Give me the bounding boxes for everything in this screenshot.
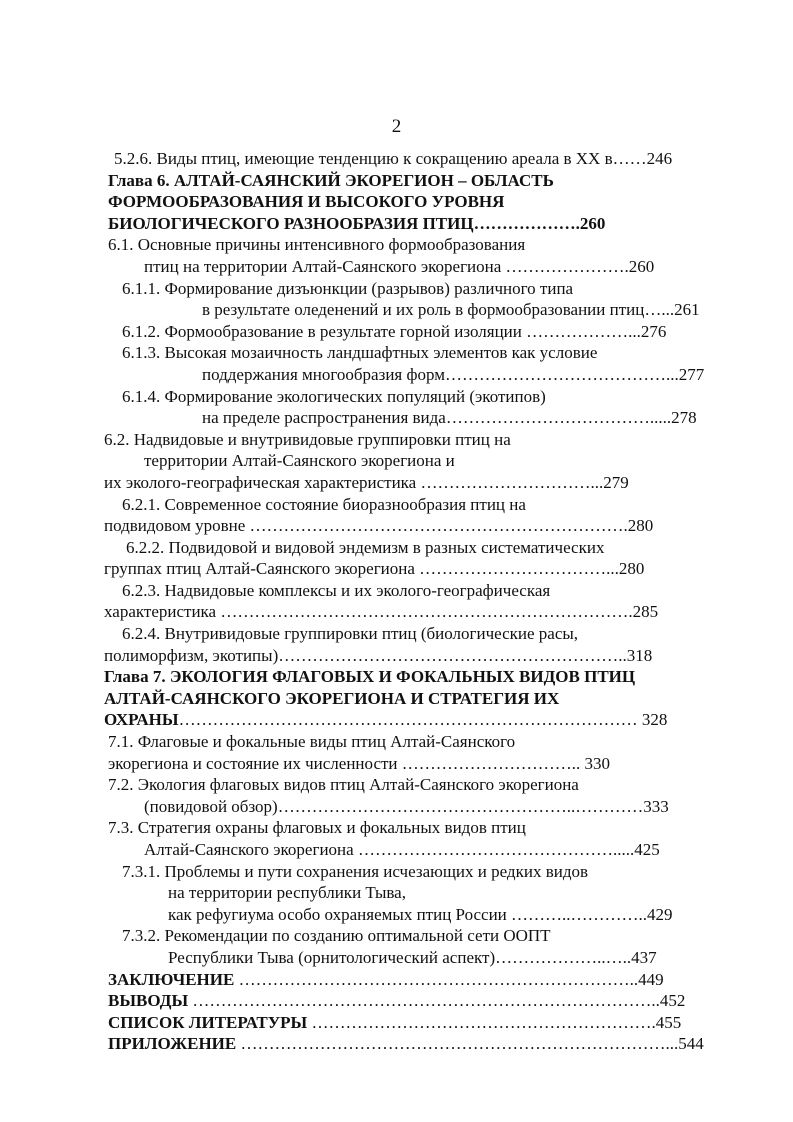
toc-entry: 7.3.1. Проблемы и пути сохранения исчезающих и редких видов <box>122 861 588 881</box>
toc-entry: в результате оледенений и их роль в формообразовании птиц…...261 <box>202 300 700 320</box>
toc-entry: 7.2. Экология флаговых видов птиц Алтай-Саянского экорегиона <box>108 775 579 795</box>
toc-entry: подвидовом уровне ………………………………………………………….280 <box>104 516 654 536</box>
toc-entry: характеристика ……………………………………………………………….285 <box>104 602 659 622</box>
toc-entry: 6.2.1. Современное состояние биоразнообразия птиц на <box>122 494 526 514</box>
toc-entry: группах птиц Алтай-Саянского экорегиона ……………………………...280 <box>104 559 645 579</box>
toc-leader-text: ……………………………………………………………………… 328 <box>178 710 668 730</box>
toc-entry: 6.1.3. Высокая мозаичность ландшафтных элементов как условие <box>122 343 598 363</box>
conclusions-label: ВЫВОДЫ <box>108 991 189 1011</box>
toc-entry: 7.3. Стратегия охраны флаговых и фокальных видов птиц <box>108 818 526 838</box>
toc-entry: 6.2.4. Внутривидовые группировки птиц (биологические расы, <box>122 624 579 644</box>
appendix-label: ПРИЛОЖЕНИЕ <box>108 1034 237 1054</box>
toc-entry: 6.2.3. Надвидовые комплексы и их эколого-географическая <box>122 580 551 600</box>
toc-entry: 6.1.4. Формирование экологических популяций (экотипов) <box>122 386 546 406</box>
toc-chapter-heading: БИОЛОГИЧЕСКОГО РАЗНООБРАЗИЯ ПТИЦ……………….260 <box>108 213 606 233</box>
conclusion-label: ЗАКЛЮЧЕНИЕ <box>108 969 235 989</box>
toc-entry: территории Алтай-Саянского экорегиона и <box>144 451 455 471</box>
toc-chapter-heading: ФОРМООБРАЗОВАНИЯ И ВЫСОКОГО УРОВНЯ <box>108 192 505 212</box>
toc-final-section: ЗАКЛЮЧЕНИЕ ……………………………………………………………..449 <box>108 969 664 989</box>
toc-chapter-heading: ОХРАНЫ <box>104 710 179 730</box>
toc-entry: 6.2.2. Подвидовой и видовой эндемизм в разных систематических <box>126 537 605 557</box>
toc-entry: (повидовой обзор)……………………………………………..…………333 <box>144 796 669 816</box>
toc-entry: полиморфизм, экотипы)……………………………………………………..318 <box>104 645 653 665</box>
toc-entry: 6.1.2. Формообразование в результате горной изоляции ………………...276 <box>122 321 667 341</box>
toc-entry <box>104 709 724 731</box>
toc-chapter-heading: Глава 6. АЛТАЙ-САЯНСКИЙ ЭКОРЕГИОН – ОБЛАСТЬ <box>108 170 554 190</box>
toc-entry: птиц на территории Алтай-Саянского экорегиона ………………….260 <box>144 256 655 276</box>
toc-entry: Алтай-Саянского экорегиона ……………………………………….....425 <box>144 840 660 859</box>
table-of-contents <box>104 148 724 1055</box>
toc-entry: как рефугиума особо охраняемых птиц России ………..…………..429 <box>168 904 673 924</box>
toc-entry: 6.2. Надвидовые и внутривидовые группировки птиц на <box>104 429 511 449</box>
page-number: 2 <box>391 116 402 137</box>
toc-entry: поддержания многообразия форм…………………………………...277 <box>202 364 705 384</box>
toc-entry: на территории республики Тыва, <box>168 883 406 903</box>
toc-entry: 5.2.6. Виды птиц, имеющие тенденцию к сокращению ареала в XX в……246 <box>114 149 673 168</box>
bibliography-label: СПИСОК ЛИТЕРАТУРЫ <box>108 1012 308 1032</box>
toc-final-section: ВЫВОДЫ ………………………………………………………………………..452 <box>108 991 686 1011</box>
toc-entry: 6.1. Основные причины интенсивного формообразования <box>108 235 526 255</box>
toc-final-section: СПИСОК ЛИТЕРАТУРЫ …………………………………………………….455 <box>108 1012 682 1032</box>
toc-entry: экорегиона и состояние их численности ………………………….. 330 <box>108 753 611 773</box>
toc-chapter-heading: АЛТАЙ-САЯНСКОГО ЭКОРЕГИОНА И СТРАТЕГИЯ ИХ <box>104 688 560 708</box>
toc-entry: 7.1. Флаговые и фокальные виды птиц Алтай-Саянского <box>108 732 516 752</box>
toc-chapter-heading: Глава 7. ЭКОЛОГИЯ ФЛАГОВЫХ И ФОКАЛЬНЫХ ВИДОВ ПТИЦ <box>104 667 636 687</box>
toc-entry: Республики Тыва (орнитологический аспект)………………..…..437 <box>168 947 657 967</box>
toc-entry: на пределе распространения вида……………………………….....278 <box>202 408 697 428</box>
toc-final-section: ПРИЛОЖЕНИЕ …………………………………………………………………...544 <box>108 1034 704 1054</box>
toc-entry: 7.3.2. Рекомендации по созданию оптимальной сети ООПТ <box>122 926 551 946</box>
toc-entry: их эколого-географическая характеристика …………………………...279 <box>104 472 629 492</box>
toc-entry: 6.1.1. Формирование дизъюнкции (разрывов) различного типа <box>122 278 574 298</box>
